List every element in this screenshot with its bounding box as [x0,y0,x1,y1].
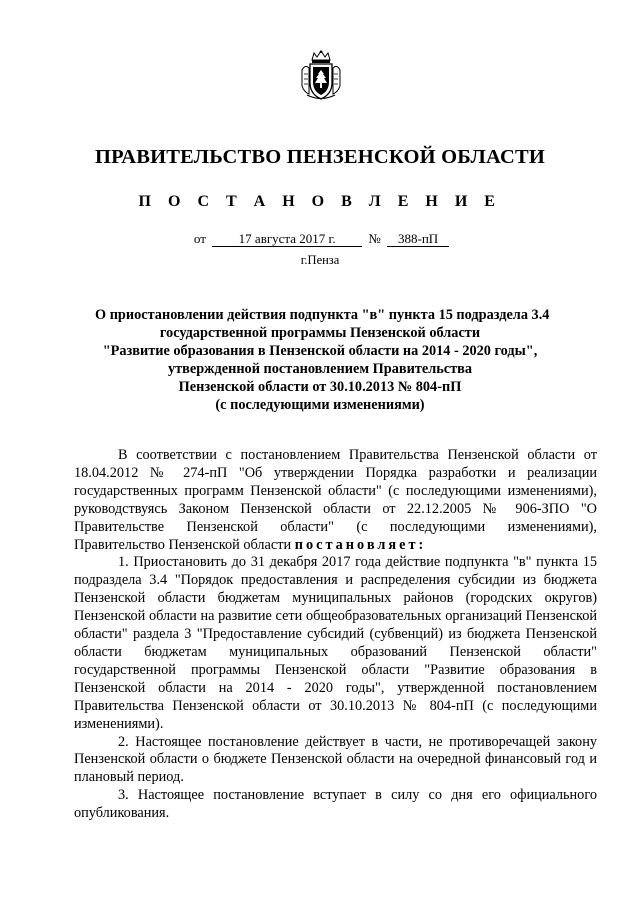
document-type-heading: П О С Т А Н О В Л Е Н И Е [138,193,502,210]
date-number-line [0,231,640,247]
clause-paragraph: 1. Приостановить до 31 декабря 2017 года действие подпункта "в" пункта 15 подраздела 3.4 "Порядок предоставления и распределения субсидии из бюджета Пензенской области бюджетам муниципальных районов (городских округов) Пензенской области на развитие сети общеобразовательных организаций Пензенской области" раздела 3 "Предоставление субсидий (субвенций) из бюджета Пензенской области бюджетам муниципальных образований Пензенской области" государственной программы Пензенской области "Развитие образования в Пензенской области на 2014 - 2020 годы", утвержденной постановлением Правительства Пензенской области от 30.10.2013 № 804-пП (с последующими изменениями). [74,554,597,732]
city-name: г.Пенза [300,253,340,267]
clause-paragraph: 3. Настоящее постановление вступает в силу со дня его официального опубликования. [74,787,597,822]
preamble-text: В соответствии с постановлением Правительства Пензенской области от 18.04.2012 № 274-пП "Об утверждении Порядка разработки и реализации государственных программ Пензенской области" (с последующими изменениями), руководствуясь Законом Пензенской области от 22.12.2005 № 906-ЗПО "О Правительстве Пензенской области" (с последующими изменениями), Правительство Пензенской области [74,447,597,553]
preamble-paragraph [74,447,597,554]
document-date: 17 августа 2017 г. [212,232,362,247]
title-line: государственной программы Пензенской области [159,325,481,341]
clause-paragraph: 2. Настоящее постановление действует в части, не противоречащей закону Пензенской области о бюджете Пензенской области на очередной финансовый год и плановый период. [74,733,597,786]
document-body [74,447,597,823]
document-number: 388-пП [387,232,449,247]
number-label: № [368,231,381,246]
title-line: О приостановлении действия подпункта "в" пункта 15 подраздела 3.4 [95,307,550,323]
resolves-word: постановляет: [294,536,427,553]
title-line: (с последующими изменениями) [215,397,425,413]
penza-coat-of-arms-icon [299,50,343,102]
title-line: "Развитие образования в Пензенской области на 2014 - 2020 годы", [102,343,538,359]
document-title [95,306,550,414]
government-title: ПРАВИТЕЛЬСТВО ПЕНЗЕНСКОЙ ОБЛАСТИ [95,146,545,168]
date-prefix: от [193,231,206,246]
title-line: Пензенской области от 30.10.2013 № 804-пП [178,379,462,395]
title-line: утвержденной постановлением Правительства [167,361,473,377]
